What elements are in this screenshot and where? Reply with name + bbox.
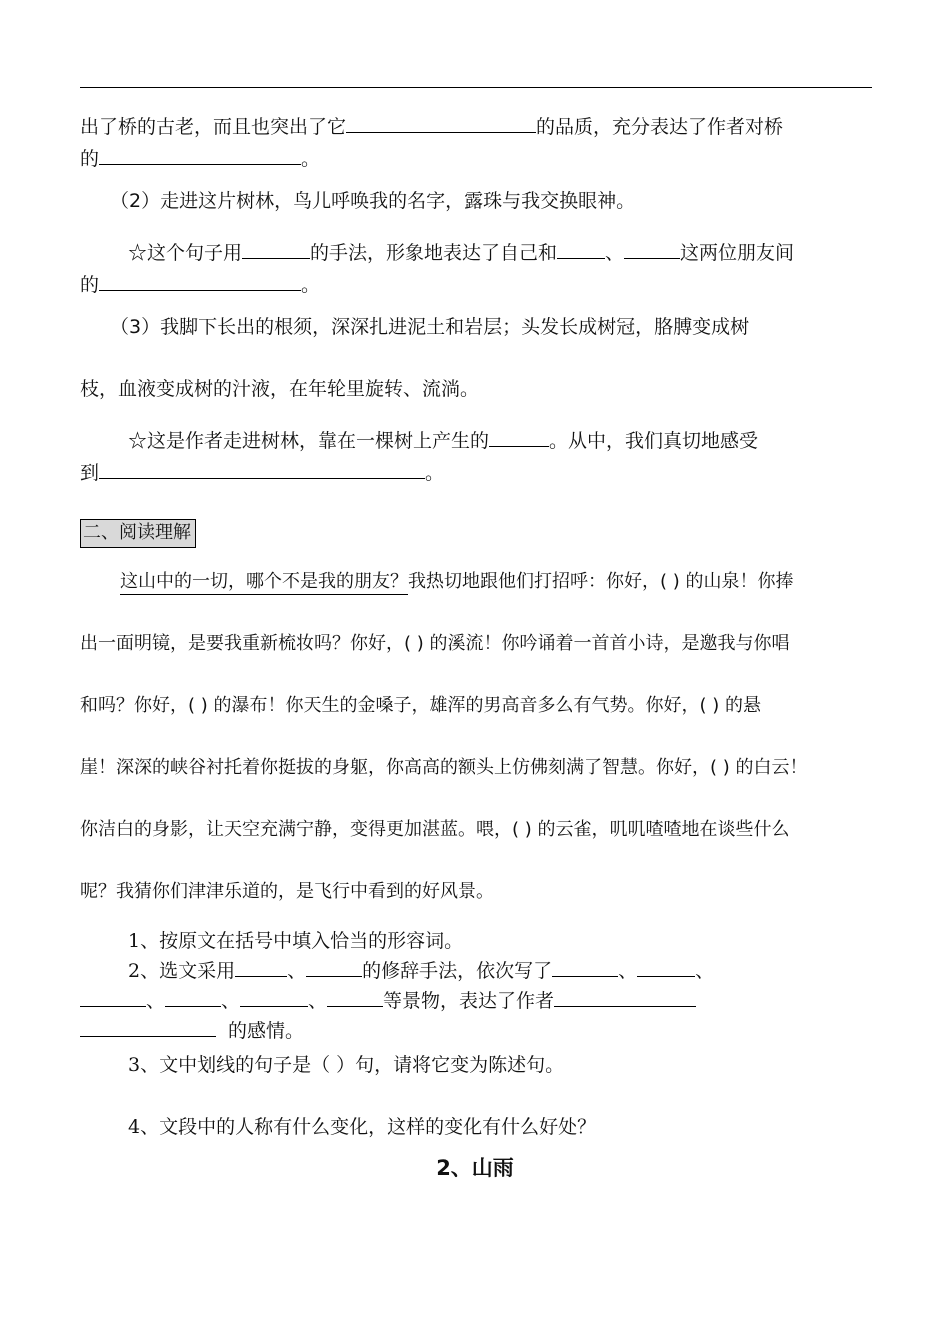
answer-blank[interactable] xyxy=(346,114,536,133)
text-span: 、 xyxy=(695,960,715,982)
text-span: ☆这个句子用 xyxy=(128,242,243,264)
text-line xyxy=(80,458,444,485)
answer-blank[interactable] xyxy=(554,988,696,1007)
text-span: 、 xyxy=(221,990,241,1012)
answer-blank[interactable] xyxy=(489,428,549,447)
answer-blank[interactable] xyxy=(637,958,695,977)
answer-blank[interactable] xyxy=(99,460,425,479)
answer-blank[interactable] xyxy=(624,240,680,259)
text-span: ☆这是作者走进树林，靠在一棵树上产生的 xyxy=(128,430,490,452)
next-passage-title: 2、山雨 xyxy=(436,1156,514,1180)
text-span: 的品质，充分表达了作者对桥 xyxy=(536,116,784,138)
text-span: 的手法，形象地表达了自己和 xyxy=(310,242,558,264)
answer-blank[interactable] xyxy=(327,988,383,1007)
text-span: 、 xyxy=(605,242,625,264)
answer-blank[interactable] xyxy=(242,240,310,259)
passage-line: 你洁白的身影，让天空充满宁静，变得更加湛蓝。喂，( ) 的云雀，叽叽喳喳地在谈些什么 xyxy=(80,819,790,840)
underlined-sentence: 这山中的一切，哪个不是我的朋友？ xyxy=(120,571,408,595)
text-span: 、 xyxy=(308,990,328,1012)
text-span: 、 xyxy=(146,990,166,1012)
text-span: 的修辞手法，依次写了 xyxy=(362,960,553,982)
answer-blank[interactable] xyxy=(99,272,301,291)
section-heading: 二、阅读理解 xyxy=(80,519,196,548)
answer-blank[interactable] xyxy=(557,240,605,259)
question-4: 4、文段中的人称有什么变化，这样的变化有什么好处？ xyxy=(128,1116,597,1138)
question-2 xyxy=(128,956,714,983)
text-span: 到 xyxy=(80,462,100,484)
passage-line: 呢？我猜你们津津乐道的，是飞行中看到的好风景。 xyxy=(80,881,494,902)
passage-line: 和吗？你好，( ) 的瀑布！你天生的金嗓子，雄浑的男高音多么有气势。你好，( ) 的悬 xyxy=(80,695,761,716)
answer-blank[interactable] xyxy=(235,958,287,977)
question-3: 3、文中划线的句子是（ ）句，请将它变为陈述句。 xyxy=(128,1054,565,1076)
text-span: 。 xyxy=(301,148,321,170)
answer-blank[interactable] xyxy=(99,146,301,165)
text-span: 的 xyxy=(80,148,100,170)
text-span: 。 xyxy=(425,462,445,484)
text-span: 我热切地跟他们打招呼：你好，( ) 的山泉！你捧 xyxy=(408,571,794,592)
text-line xyxy=(128,426,758,453)
text-span: 出了桥的古老，而且也突出了它 xyxy=(80,116,347,138)
passage-line xyxy=(120,567,794,593)
answer-blank[interactable] xyxy=(165,988,221,1007)
question-sentence-3a: （3）我脚下长出的根须，深深扎进泥土和岩层；头发长成树冠，胳膊变成树 xyxy=(110,316,750,338)
text-span: 等景物，表达了作者 xyxy=(383,990,555,1012)
text-line xyxy=(128,238,794,265)
text-span: 、 xyxy=(618,960,638,982)
text-line xyxy=(80,144,320,171)
passage-line: 出一面明镜，是要我重新梳妆吗？你好，( ) 的溪流！你吟诵着一首首小诗，是邀我与你唱 xyxy=(80,633,790,654)
text-span: 的感情。 xyxy=(228,1020,305,1042)
text-line xyxy=(80,112,783,139)
passage-line: 崖！深深的峡谷衬托着你挺拔的身躯，你高高的额头上仿佛刻满了智慧。你好，( ) 的白云！ xyxy=(80,757,808,778)
answer-blank[interactable] xyxy=(552,958,618,977)
question-2-cont xyxy=(80,986,696,1013)
text-line xyxy=(80,270,320,297)
header-rule xyxy=(80,87,872,88)
text-span: 、 xyxy=(287,960,307,982)
answer-blank[interactable] xyxy=(80,1018,216,1037)
question-1: 1、按原文在括号中填入恰当的形容词。 xyxy=(128,930,464,952)
answer-blank[interactable] xyxy=(306,958,362,977)
question-2-end xyxy=(80,1016,304,1043)
question-sentence-3b: 枝，血液变成树的汁液，在年轮里旋转、流淌。 xyxy=(80,378,480,400)
text-span: 的 xyxy=(80,274,100,296)
text-span: 2、选文采用 xyxy=(128,960,236,982)
text-span: 。从中，我们真切地感受 xyxy=(549,430,759,452)
text-span: 。 xyxy=(301,274,321,296)
question-sentence-2: （2）走进这片树林，鸟儿呼唤我的名字，露珠与我交换眼神。 xyxy=(110,190,636,212)
text-span: 这两位朋友间 xyxy=(680,242,795,264)
answer-blank[interactable] xyxy=(240,988,308,1007)
answer-blank[interactable] xyxy=(80,988,146,1007)
